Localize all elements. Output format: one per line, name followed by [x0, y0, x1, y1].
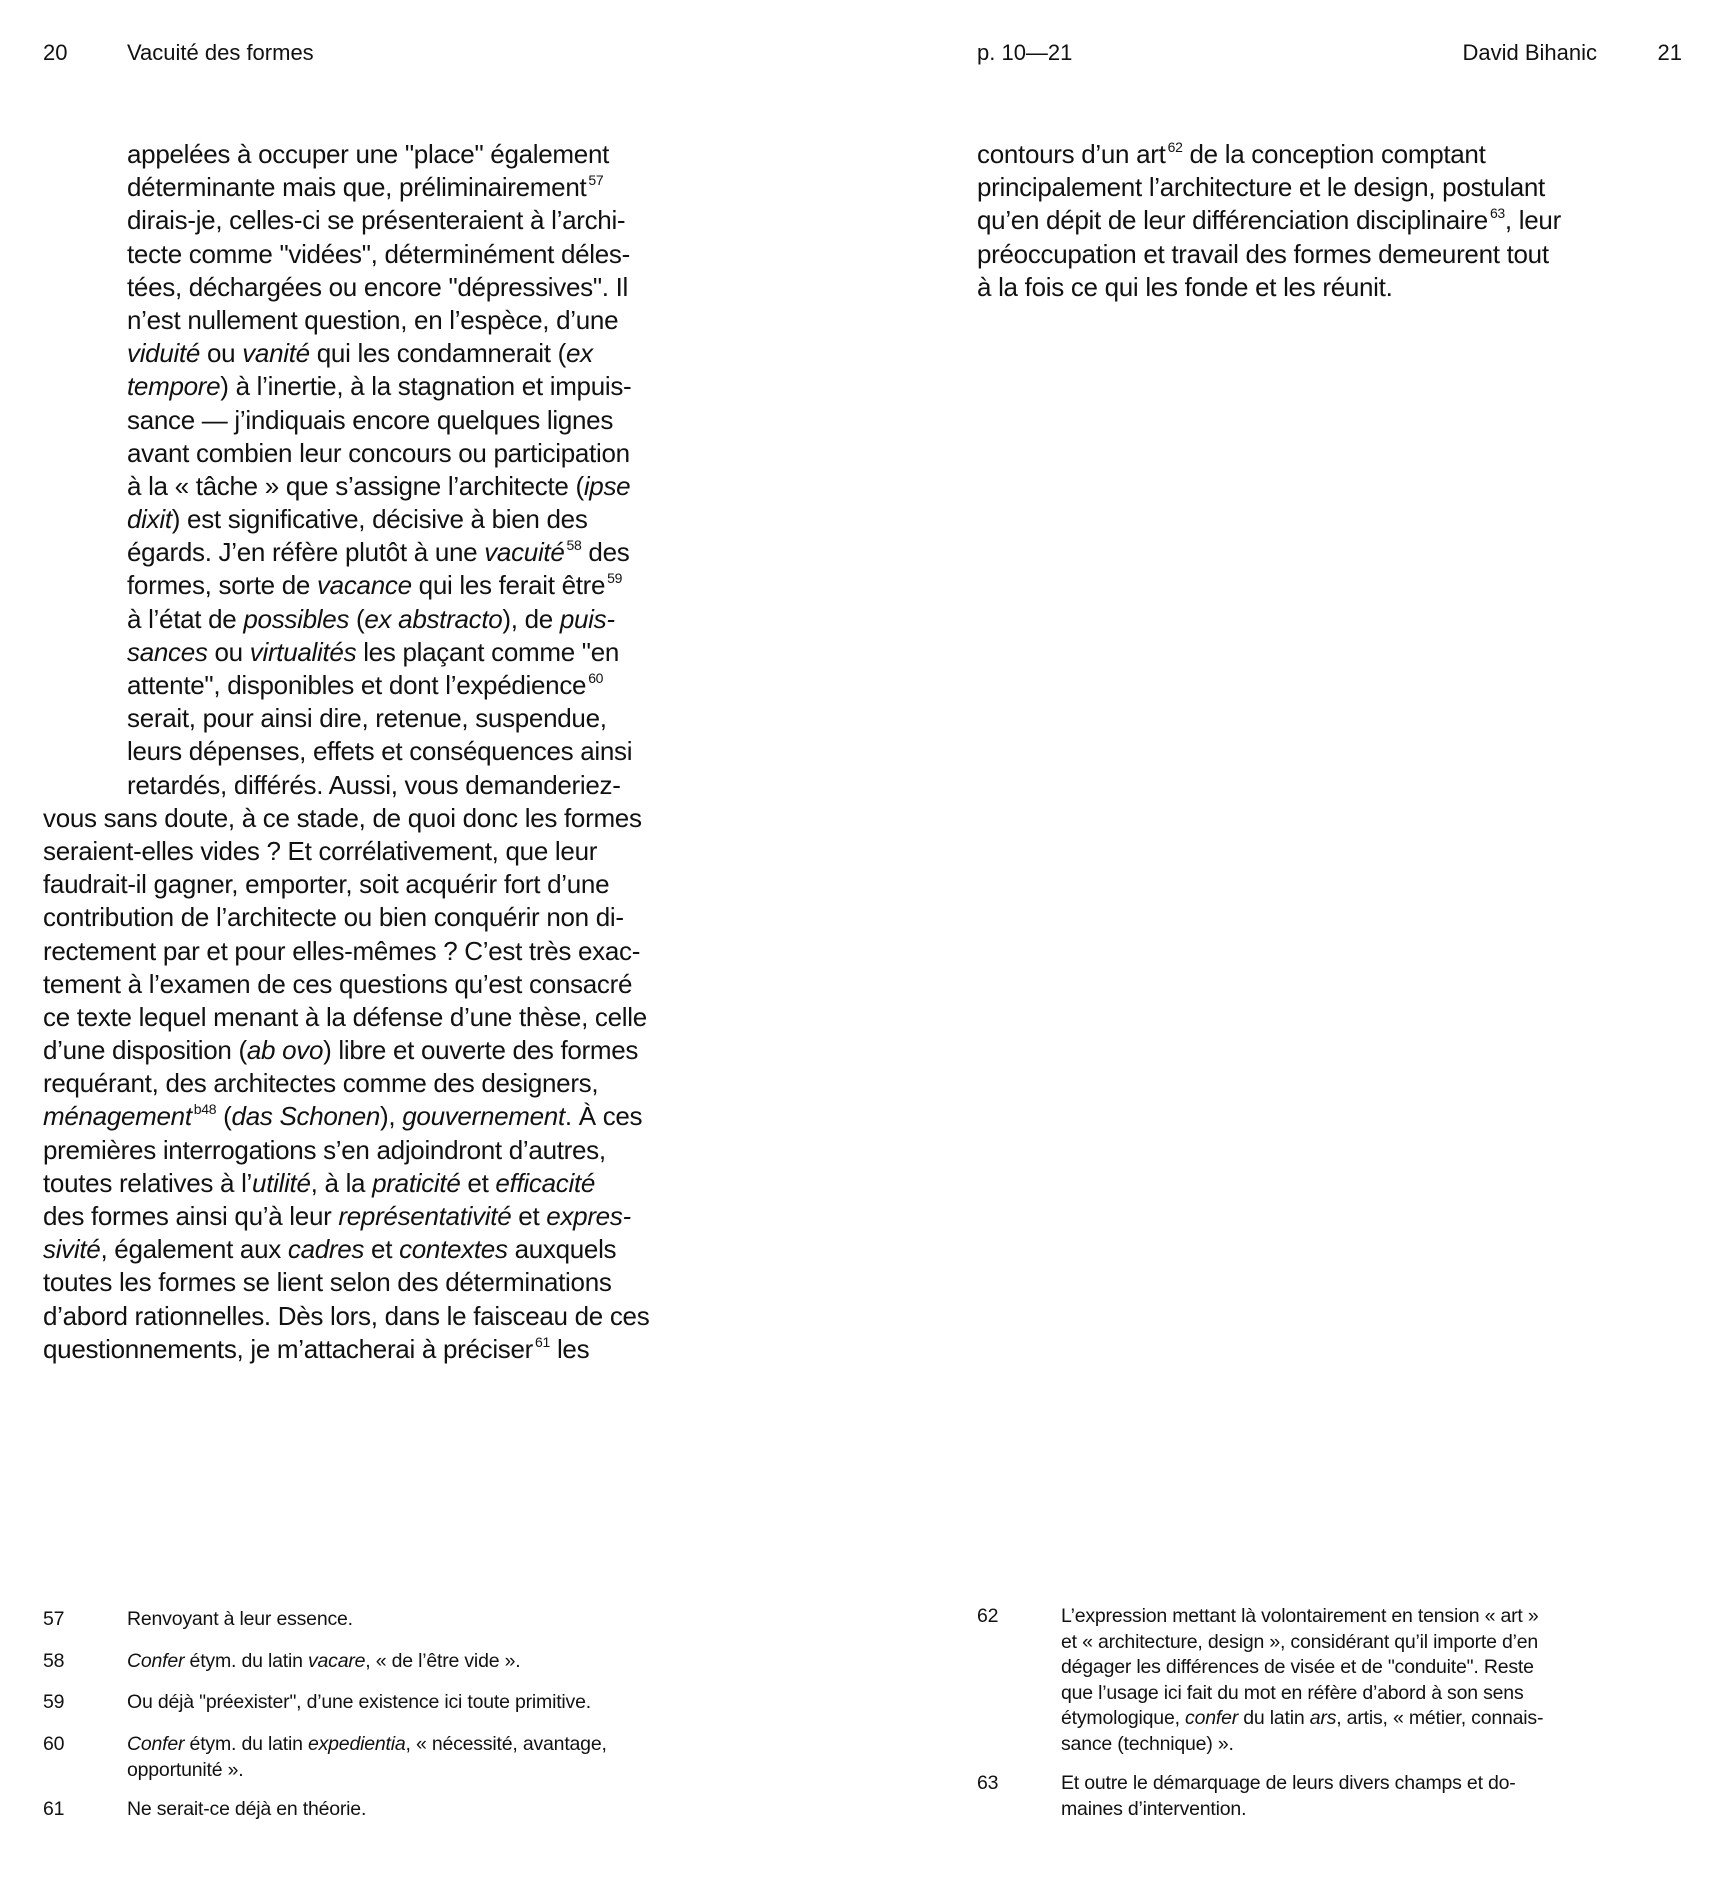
text-run: de la conception comptant [1182, 139, 1486, 169]
footnote-line [127, 1607, 353, 1633]
italic-term: ipse [583, 470, 631, 501]
text-run: les plaçant comme "en [356, 636, 620, 667]
text-line [43, 1067, 649, 1100]
text-line [43, 802, 649, 835]
footnote-line [127, 1797, 366, 1823]
italic-term: tempore [127, 371, 221, 402]
text-line [43, 1333, 649, 1366]
text-line [43, 337, 649, 370]
footnote-reference: 59 [607, 570, 623, 587]
text-run: ou [207, 636, 250, 667]
italic-term: gouvernement [402, 1101, 565, 1132]
text-line [977, 238, 1561, 271]
text-run: qui les condamnerait ( [309, 338, 566, 369]
footnote-line [127, 1649, 520, 1675]
footnote-reference: 60 [588, 670, 604, 686]
footnote-reference: 58 [566, 537, 582, 554]
text-run: ) libre et ouverte des formes [323, 1035, 639, 1066]
text-run: tecte comme "vidées", déterminément déles- [127, 238, 630, 269]
footnote-reference: b48 [193, 1101, 217, 1118]
footnote-reference: 57 [588, 172, 604, 189]
page-range: p. 10—21 [977, 40, 1073, 65]
italic-term: viduité [127, 338, 201, 369]
text-line [43, 935, 649, 968]
text-line [43, 769, 649, 802]
text-line [43, 868, 649, 901]
text-line [43, 702, 649, 735]
text-run: Renvoyant à leur essence. [127, 1608, 353, 1630]
italic-term: vacare [307, 1650, 366, 1672]
footnote-line [1061, 1771, 1516, 1797]
italic-term: possibles [243, 603, 350, 634]
text-run: appelées à occuper une "place" également [127, 139, 610, 169]
italic-term: das Schonen [231, 1101, 381, 1132]
text-run: tées, déchargées ou encore "dépressives". Il [127, 271, 628, 302]
text-run: à la « tâche » que s’assigne l’architecte ( [127, 470, 584, 501]
right-body-text [977, 138, 1561, 304]
footnote-text [127, 1607, 353, 1633]
text-run: ou [200, 338, 243, 369]
text-run: , à la [310, 1167, 373, 1198]
text-run: ( [349, 603, 365, 634]
footnote-number: 58 [43, 1650, 65, 1672]
text-run: que l’usage ici fait du mot en réfère d’abord à son sens [1061, 1681, 1524, 1704]
italic-term: utilité [252, 1167, 311, 1198]
text-run: auxquels [507, 1234, 617, 1265]
footnote-text [127, 1797, 366, 1823]
footnote-text [127, 1732, 607, 1783]
text-line [43, 569, 649, 602]
text-run: ) est significative, décisive à bien des [171, 504, 588, 535]
italic-term: sances [127, 636, 208, 667]
text-run: L’expression mettant là volontairement en tension « art » [1061, 1605, 1539, 1627]
text-line [43, 470, 649, 503]
footnote-line [127, 1690, 591, 1716]
footnote-line [127, 1732, 607, 1758]
text-line [977, 271, 1561, 304]
text-run: tement à l’examen de ces questions qu’est consacré [43, 968, 633, 999]
footnote-reference: 62 [1167, 139, 1183, 155]
italic-term: ménagement [43, 1101, 192, 1132]
footnote-number: 63 [977, 1772, 999, 1794]
text-line [43, 1167, 649, 1200]
text-run: toutes relatives à l’ [43, 1167, 253, 1198]
text-line [43, 835, 649, 868]
italic-term: ex abstracto [364, 603, 503, 634]
text-run: maines d’intervention. [1061, 1797, 1247, 1820]
right-page-number: 21 [1657, 40, 1682, 65]
italic-term: efficacité [495, 1167, 596, 1198]
text-line [43, 536, 649, 569]
text-run: attente", disponibles et dont l’expédience [127, 670, 587, 700]
text-run: des formes ainsi qu’à leur [43, 1201, 339, 1231]
footnote-number: 61 [43, 1798, 65, 1820]
text-run: dégager les différences de visée et de "conduite". Reste [1061, 1656, 1534, 1678]
text-run: à la fois ce qui les fonde et les réunit. [977, 271, 1393, 302]
text-run: ), [380, 1101, 403, 1132]
italic-term: ex [565, 338, 593, 369]
text-run: , artis, « métier, connais- [1336, 1707, 1544, 1729]
italic-term: expedientia [307, 1733, 406, 1755]
text-run: faudrait-il gagner, emporter, soit acquérir fort d’une [43, 869, 610, 900]
footnote-line [1061, 1797, 1516, 1823]
footnote-number: 57 [43, 1608, 65, 1630]
text-line [43, 204, 649, 237]
text-line [43, 238, 649, 271]
text-line [43, 437, 649, 470]
text-run: n’est nullement question, en l’espèce, d’une [127, 304, 619, 335]
text-run: ce texte lequel menant à la défense d’une thèse, celle [43, 1001, 647, 1032]
footnote-reference: 63 [1489, 205, 1505, 222]
text-run: contours d’un art [977, 139, 1166, 169]
italic-term: praticité [372, 1167, 461, 1198]
footnote-line [127, 1758, 607, 1784]
text-run: premières interrogations s’en adjoindront d’autres, [43, 1134, 606, 1165]
text-run: . À ces [564, 1101, 643, 1132]
text-run: serait, pour ainsi dire, retenue, suspendue, [127, 703, 607, 734]
italic-term: cadres [287, 1234, 365, 1265]
italic-term: vacance [316, 570, 412, 601]
italic-term: contextes [399, 1234, 508, 1265]
text-run: , leur [1504, 205, 1561, 236]
text-run: et [460, 1167, 496, 1198]
text-run: d’une disposition ( [43, 1035, 247, 1066]
text-line [43, 901, 649, 934]
text-run: ), de [502, 603, 560, 634]
text-run: à l’état de [127, 603, 244, 634]
footnote-line [1061, 1706, 1543, 1732]
footnote-reference: 61 [535, 1333, 551, 1350]
italic-term: représentativité [338, 1201, 512, 1231]
italic-term: virtualités [249, 636, 357, 667]
text-line [43, 968, 649, 1001]
text-line [977, 171, 1561, 204]
text-run: du latin [1238, 1707, 1310, 1729]
text-line [43, 370, 649, 403]
text-run: , également aux [100, 1234, 288, 1265]
text-run: avant combien leur concours ou participation [127, 437, 630, 468]
text-line [43, 304, 649, 337]
footnote-line [1061, 1630, 1543, 1656]
italic-term: puis- [559, 603, 615, 634]
author-name: David Bihanic [1462, 40, 1597, 65]
text-run: dirais-je, celles-ci se présenteraient à l’archi- [127, 205, 626, 236]
text-line [977, 138, 1561, 171]
text-run: requérant, des architectes comme des designers, [43, 1068, 599, 1099]
text-run: étym. du latin [184, 1650, 308, 1672]
italic-term: vanité [242, 338, 310, 369]
italic-term: ab ovo [246, 1035, 324, 1066]
text-run: et [511, 1201, 547, 1231]
italic-term: dixit [127, 504, 172, 535]
text-run: sance (technique) ». [1061, 1732, 1234, 1755]
text-run: sance — j’indiquais encore quelques lignes [127, 404, 614, 435]
footnote-number: 62 [977, 1605, 999, 1627]
text-line [43, 1034, 649, 1067]
text-run: leurs dépenses, effets et conséquences ainsi [127, 736, 633, 767]
text-run: questionnements, je m’attacherai à préciser [43, 1333, 534, 1364]
text-run: et « architecture, design », considérant qu’il importe d’en [1061, 1630, 1539, 1653]
text-run: Et outre le démarquage de leurs divers champs et do- [1061, 1772, 1516, 1794]
text-run: les [550, 1333, 590, 1364]
footnote-number: 60 [43, 1733, 65, 1755]
text-run: ) à l’inertie, à la stagnation et impuis- [220, 371, 632, 402]
text-run: principalement l’architecture et le design, postulant [977, 172, 1545, 203]
text-run: opportunité ». [127, 1758, 244, 1781]
text-run: d’abord rationnelles. Dès lors, dans le faisceau de ces [43, 1300, 650, 1331]
text-line [43, 404, 649, 437]
footnote-line [1061, 1655, 1543, 1681]
text-line [43, 1300, 649, 1333]
text-line [43, 1233, 649, 1266]
text-line [43, 636, 649, 669]
text-run: préoccupation et travail des formes demeurent tout [977, 238, 1549, 269]
footnote-text [1061, 1604, 1543, 1757]
text-line [43, 669, 649, 702]
text-line [43, 271, 649, 304]
text-run: Ou déjà "préexister", d’une existence ici toute primitive. [127, 1691, 591, 1713]
text-run: vous sans doute, à ce stade, de quoi donc les formes [43, 802, 642, 833]
text-run: des [581, 537, 630, 568]
footnote-text [127, 1649, 520, 1675]
text-line [43, 1266, 649, 1299]
text-line [43, 735, 649, 768]
text-line [43, 1134, 649, 1167]
italic-term: sivité [43, 1234, 101, 1265]
text-run: seraient-elles vides ? Et corrélativement, que leur [43, 835, 598, 866]
text-line [977, 204, 1561, 237]
text-run: contribution de l’architecte ou bien conquérir non di- [43, 902, 624, 933]
text-line [43, 138, 649, 171]
text-run: Ne serait-ce déjà en théorie. [127, 1798, 367, 1820]
italic-term: expres- [546, 1201, 631, 1231]
text-run: étymologique, [1061, 1707, 1186, 1729]
text-line [43, 1200, 649, 1233]
running-title: Vacuité des formes [127, 40, 314, 65]
text-line [43, 503, 649, 536]
text-line [43, 1100, 649, 1133]
footnote-text [127, 1690, 591, 1716]
text-line [43, 1001, 649, 1034]
text-run: retardés, différés. Aussi, vous demanderiez- [127, 769, 621, 800]
text-line [43, 171, 649, 204]
text-run: étym. du latin [184, 1733, 308, 1755]
italic-term: ars [1309, 1707, 1337, 1729]
italic-term: vacuité [484, 537, 565, 568]
text-run: toutes les formes se lient selon des déterminations [43, 1267, 612, 1298]
text-run: formes, sorte de [127, 570, 317, 601]
footnote-text [1061, 1771, 1516, 1822]
text-line [43, 603, 649, 636]
text-run: qui les ferait être [411, 570, 606, 601]
text-run: , « de l’être vide ». [365, 1650, 521, 1672]
text-run: qu’en dépit de leur différenciation disciplinaire [977, 205, 1488, 236]
left-page-number: 20 [43, 40, 68, 65]
text-run: et [364, 1234, 400, 1265]
text-run: déterminante mais que, préliminairement [127, 172, 587, 203]
text-run: ( [216, 1101, 232, 1132]
footnote-number: 59 [43, 1691, 65, 1713]
footnote-line [1061, 1604, 1543, 1630]
footnote-line [1061, 1681, 1543, 1707]
left-body-text [43, 138, 649, 1366]
footnote-line [1061, 1732, 1543, 1758]
text-run: , « nécessité, avantage, [405, 1733, 607, 1755]
text-run: égards. J’en réfère plutôt à une [127, 537, 485, 568]
italic-term: Confer [127, 1650, 185, 1672]
text-run: rectement par et pour elles-mêmes ? C’est très exac- [43, 935, 641, 966]
italic-term: Confer [127, 1733, 185, 1755]
italic-term: confer [1185, 1707, 1239, 1729]
